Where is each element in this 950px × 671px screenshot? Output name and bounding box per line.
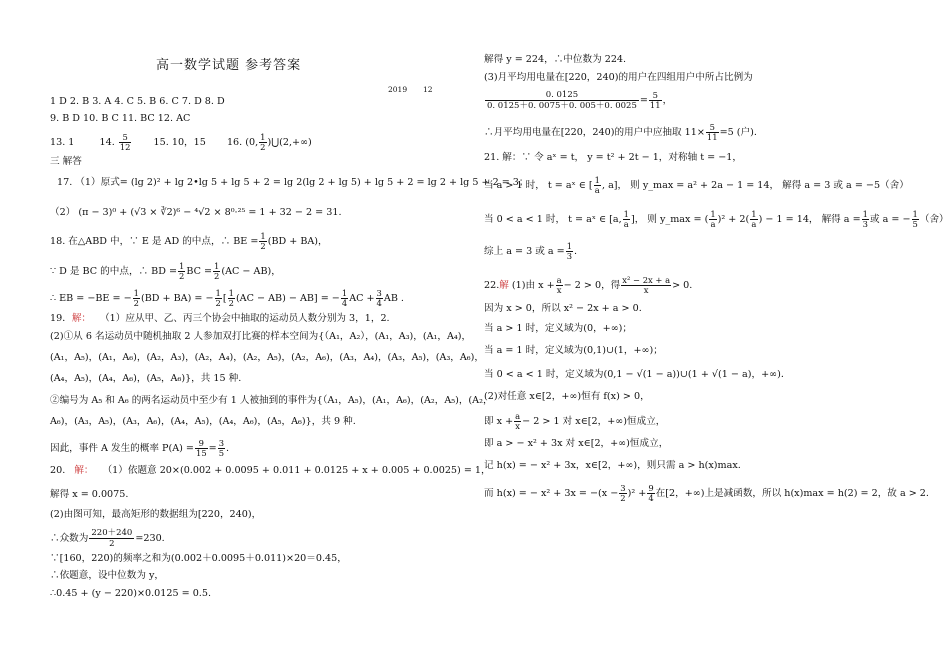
q22-line6: (2)对任意 x∈[2，+∞)恒有 f(x) > 0， bbox=[484, 391, 650, 402]
q19-line5: ②编号为 A₅ 和 A₆ 的两名运动员中至少有 1 人被抽到的事件为{（A₁，A₅)，(A₁，A₆)，(A₂，A₅)，(A₂， bbox=[50, 395, 493, 406]
date-year: 2019 bbox=[388, 85, 408, 94]
q21-line3: 当 0 < a < 1 时， t = aˣ ∈ [a, $\frac{1}{a}$ ]， 则 y_max = ( $\frac{1}{a}$ )² + 2( $\frac{1}{a}$ ) − 1 = 14， 解得 a = $\frac{1}{3}$ 或 a = − $\frac{1}{5}$ （舍） bbox=[484, 209, 949, 229]
q19-jie-label: 解： bbox=[71, 313, 91, 324]
q20-line3: (2)由图可知，最高矩形的数据组为[220，240)， bbox=[50, 509, 262, 520]
q22-line5: 当 0 < a < 1 时，定义域为(0,1 − √(1 − a))∪(1 + √(1 − a)，+∞)． bbox=[484, 369, 791, 380]
q22-line2: 因为 x > 0，所以 x² − 2x + a > 0. bbox=[484, 303, 642, 314]
fill-answers bbox=[50, 133, 312, 152]
q20-jie-label: 解： bbox=[74, 465, 94, 476]
q18-line1: 18. 在△ABD 中，∵ E 是 AD 的中点，∴ BE = $\frac{1}{2}$ (BD + BA)， bbox=[50, 231, 328, 251]
q22-line7: 即 x + $\frac{a}{x}$ − 2 > 1 对 x∈[2，+∞)恒成立， bbox=[484, 411, 666, 431]
fill-15: 15. 10，15 bbox=[153, 137, 206, 148]
q19-line3: (A₁，A₅)，(A₁，A₆)，(A₂，A₃)，(A₂，A₄)，(A₂，A₅)，(A₂，A₆)，(A₃，A₄)，(A₃，A₅)，(A₃，A₆)， bbox=[50, 352, 484, 363]
q18-line3: ∴ EB = −BE = − $\frac{1}{2}$ (BD + BA) = − $\frac{1}{2}$ [ $\frac{1}{2}$ (AC − AB) − AB] = − $\frac{1}{4}$ AC + $\frac{3}{4}$ AB . bbox=[50, 288, 404, 308]
r-line1: 解得 y = 224，∴中位数为 224. bbox=[484, 54, 627, 65]
q20-line1: 20. 解： （1）依题意 20×(0.002 + 0.0095 + 0.011 + 0.0125 + x + 0.005 + 0.0025) = 1， bbox=[50, 465, 491, 476]
fill-16-a: (0, bbox=[245, 137, 259, 148]
fill-16-b: )⋃(2,+∞) bbox=[267, 137, 312, 148]
fill-16-fraction: $\frac{1}{2}$ bbox=[260, 132, 266, 152]
q21-line2: 当 a > 1 时， t = aˣ ∈ [ $\frac{1}{a}$ , a]， 则 y_max = a² + 2a − 1 = 14， 解得 a = 3 或 a = −5（舍） bbox=[484, 175, 909, 195]
q19-line6: A₆)，(A₃，A₅)，(A₃，A₆)，(A₄，A₅)，(A₄，A₆)，(A₅，A₆)}，共 9 种. bbox=[50, 416, 356, 427]
fill-16-label: 16. bbox=[226, 137, 243, 148]
q22-line9: 记 h(x) = − x² + 3x，x∈[2，+∞)，则只需 a > h(x)max. bbox=[484, 460, 741, 471]
fill-14-fraction: $\frac{5}{12}$ bbox=[119, 132, 131, 152]
q22-line8: 即 a > − x² + 3x 对 x∈[2，+∞)恒成立， bbox=[484, 438, 669, 449]
q18-line2: ∵ D 是 BC 的中点，∴ BD = $\frac{1}{2}$ BC = $\frac{1}{2}$ (AC − AB)， bbox=[50, 261, 281, 281]
r-line2: (3)月平均用电量在[220，240)的用户在四组用户中所占比例为 bbox=[484, 72, 753, 83]
section-heading: 三 解答 bbox=[50, 156, 82, 167]
q21-line4: 综上 a = 3 或 a = $\frac{1}{3}$ . bbox=[484, 241, 578, 261]
fill-13: 13. 1 bbox=[50, 137, 75, 148]
r-line3: $\frac{0. 0125}{0. 0125+0. 0075+0. 005+0. 0025}$ = $\frac{5}{11}$ ， bbox=[487, 90, 673, 111]
q20-line4: ∴众数为 $\frac{220+240}{2}$ =230. bbox=[50, 528, 165, 549]
fill-14-label: 14. bbox=[99, 137, 115, 148]
q22-line1: 22.解 (1)由 x + $\frac{a}{x}$ − 2 > 0，得 $\frac{\text{x² − 2x + a}}{x}$ > 0. bbox=[484, 275, 693, 295]
q19-line2: (2)①从 6 名运动员中随机抽取 2 人参加双打比赛的样本空间为{（A₁，A₂），(A₁，A₃)，(A₁，A₄)， bbox=[50, 331, 472, 342]
q21-line1: 21. 解：∵ 令 aˣ = t， y = t² + 2t − 1，对称轴 t = −1， bbox=[484, 152, 742, 163]
choice-answers-1: 1 D 2. B 3. A 4. C 5. B 6. C 7. D 8. D bbox=[50, 96, 225, 107]
page-title: 高一数学试题 参考答案 bbox=[156, 58, 302, 73]
q17-part2: （2） (π − 3)⁰ + (√3 × ∛2)⁶ − ⁴√2 × 8⁰·²⁵ = 1 + 32 − 2 = 31. bbox=[50, 207, 342, 218]
q22-line10: 而 h(x) = − x² + 3x = −(x − $\frac{3}{2}$ )² + $\frac{9}{4}$ 在[2，+∞)上是减函数，所以 h(x)max = h(2) = 2，故 a > 2. bbox=[484, 483, 929, 503]
q22-jie-label: 解 bbox=[499, 280, 509, 291]
q20-line6: ∴依题意，设中位数为 y， bbox=[50, 570, 165, 581]
q19-line4: (A₄，A₅)，(A₄，A₆)，(A₅，A₆)}，共 15 种. bbox=[50, 373, 242, 384]
q20-line2: 解得 x = 0.0075. bbox=[50, 489, 129, 500]
r-line4: ∴月平均用电量在[220，240)的用户中应抽取 11× $\frac{5}{11}$ =5 (户). bbox=[484, 122, 757, 142]
q17-part1: 17. （1）原式= (lg 2)² + lg 2•lg 5 + lg 5 + 2 = lg 2(lg 2 + lg 5) + lg 5 + 2 = lg 2 + lg 5 + 2 = 3； bbox=[57, 177, 529, 188]
q22-line3: 当 a > 1 时，定义域为(0，+∞)； bbox=[484, 323, 633, 334]
q20-line7: ∴0.45 + (y − 220)×0.0125 = 0.5. bbox=[50, 588, 212, 599]
choice-answers-2: 9. B D 10. B C 11. BC 12. AC bbox=[50, 113, 191, 124]
q19-line1: 19．解： （1）应从甲、乙、丙三个协会中抽取的运动员人数分别为 3，1，2. bbox=[50, 313, 390, 324]
q19-line7: 因此，事件 A 发生的概率 P(A) = $\frac{9}{15}$ = $\frac{3}{5}$ . bbox=[50, 438, 230, 458]
q22-line4: 当 a = 1 时，定义域为(0,1)∪(1，+∞)； bbox=[484, 345, 663, 356]
date-month: 12 bbox=[423, 85, 433, 94]
q20-line5: ∵[160，220)的频率之和为(0.002＋0.0095＋0.011)×20＝0.45， bbox=[50, 553, 347, 564]
